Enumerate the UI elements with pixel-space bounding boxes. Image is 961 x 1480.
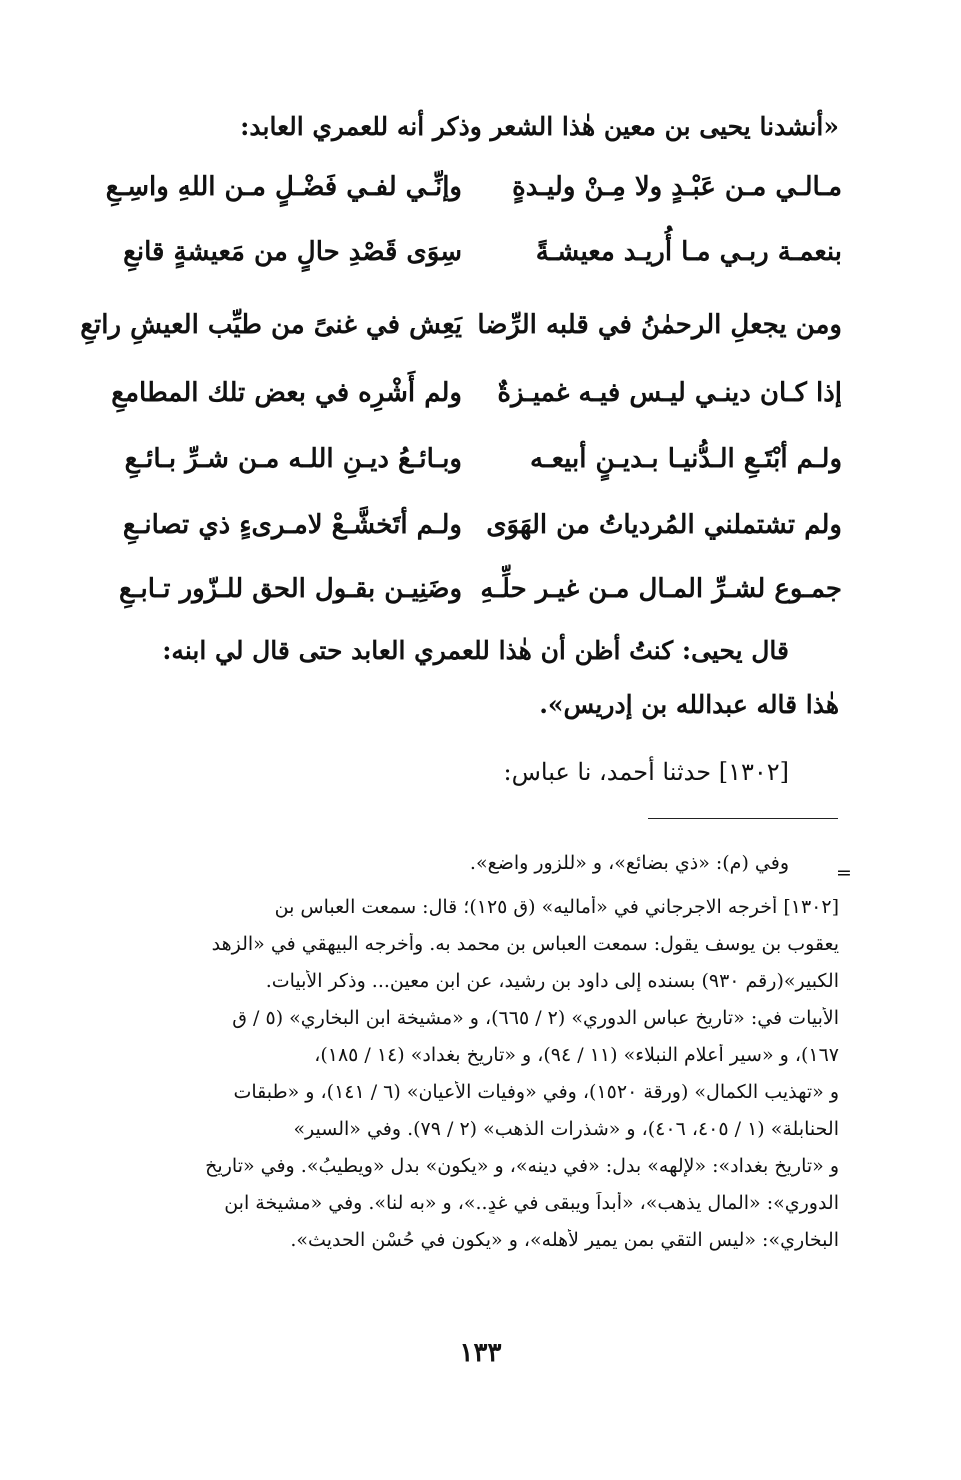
verse-first-hemistich: مـالـي مـن عَبْـدٍ ولا مِـنْ وليـدةٍ: [512, 172, 842, 202]
verse-second-hemistich: سِوَى قَصْدِ حالٍ من مَعيشةٍ قانعِ: [123, 237, 462, 267]
footnote-separator: [648, 818, 838, 819]
footnote-line: الدوري»: «المال يذهب»، «أبداً ويبقى في غدٍ..»، و «به لنا». وفي «مشيخة ابن: [224, 1192, 839, 1214]
verse-second-hemistich: وضَنِيـن بقـول الحق للـزّور تـابـعِ: [119, 574, 462, 604]
verse: [122, 444, 842, 504]
verse-first-hemistich: جمـوع لشـرِّ المـال مـن غيـر حلِّـهِ: [480, 574, 842, 604]
verse-first-hemistich: ولـم أبْتَـعِ الـدُّنيـا بـديـنٍ أبيعـه: [530, 444, 842, 474]
verse-second-hemistich: ولم أَشْرِه في بعض تلك المطامعِ: [111, 378, 462, 408]
verse-first-hemistich: إذا كـان دينـي ليـس فيـه غميـزةٌ: [497, 378, 842, 408]
footnote-line: البخاري»: «ليس التقي بمن يمير لأهله»، و «يكون في حُسْن الحديث».: [290, 1229, 839, 1251]
verse-first-hemistich: ومن يجعلِ الرحمٰنُ في قلبه الرِّضا: [477, 310, 842, 340]
verse: [122, 237, 842, 297]
footnote-continuation-marker: =: [836, 862, 852, 884]
verse-second-hemistich: يَعِش في غنىً من طيِّب العيشِ راتعِ: [80, 310, 462, 340]
prose-line: قال يحيى: كنتُ أظن أن هٰذا للعمري العابد حتى قال لي ابنه:: [162, 636, 789, 665]
verse-first-hemistich: ولم تشتملني المُردياتُ من الهَوَى: [486, 510, 842, 540]
verse-second-hemistich: ولـم أتَخشَّـعْ لامـرىءٍ ذي تصانـعِ: [122, 510, 462, 540]
verse-second-hemistich: وبـائـعُ ديـنِ اللـه مـن شـرِّ بـائـعِ: [124, 444, 462, 474]
verse-first-hemistich: بنعمـة ربـي مـا أُريـد معيشـةً: [535, 237, 842, 267]
footnote-line: و «تاريخ بغداد»: «لإلهه» بدل: «في دينه»، و «يكون» بدل «ويطيبُ». وفي «تاريخ: [205, 1155, 839, 1177]
footnote-line: ١٦٧)، و «سير أعلام النبلاء» (١١ / ٩٤)، و «تاريخ بغداد» (١٤ / ١٨٥)،: [314, 1044, 839, 1066]
footnote-line: وفي (م): «ذي بضائع»، و «للزور واضع».: [469, 852, 789, 874]
page-number: ١٣٣: [459, 1338, 502, 1368]
footnote-line: الحنابلة» (١ / ٤٠٥، ٤٠٦)، و «شذرات الذهب» (٢ / ٧٩). وفي «السير»: [293, 1118, 839, 1140]
verse: [80, 310, 842, 370]
verse: [119, 574, 842, 634]
footnote-line: و «تهذيب الكمال» (ورقة ١٥٢٠)، وفي «وفيات الأعيان» (٦ / ١٤١)، و «طبقات: [233, 1081, 839, 1103]
verse: [105, 172, 842, 232]
verse: [122, 510, 842, 570]
prose-line: هٰذا قاله عبدالله بن إدريس».: [539, 690, 839, 719]
verse-second-hemistich: وإنِّـي لفـي فَضْـلٍ مـن اللهِ واسِـعِ: [105, 172, 462, 202]
intro-line: «أنشدنا يحيى بن معين هٰذا الشعر وذكر أنه للعمري العابد:: [240, 112, 839, 141]
footnote-line: الكبير»(رقم ٩٣٠) بسنده إلى داود بن رشيد، عن ابن معين... وذكر الأبيات.: [265, 970, 839, 992]
footnote-line: الأبيات في: «تاريخ عباس الدوري» (٢ / ٦٦٥)، و «مشيخة ابن البخاري» (٥ / ق: [232, 1007, 839, 1029]
footnote-line: [١٣٠٢] أخرجه الاجرجاني في «أماليه» (ق ١٢٥)؛ قال: سمعت العباس بن: [274, 896, 839, 918]
footnote-line: يعقوب بن يوسف يقول: سمعت العباس بن محمد به. وأخرجه البيهقي في «الزهد: [211, 933, 839, 955]
verse: [111, 378, 842, 438]
hadith-number-line: [١٣٠٢] حدثنا أحمد، نا عباس:: [503, 758, 789, 786]
